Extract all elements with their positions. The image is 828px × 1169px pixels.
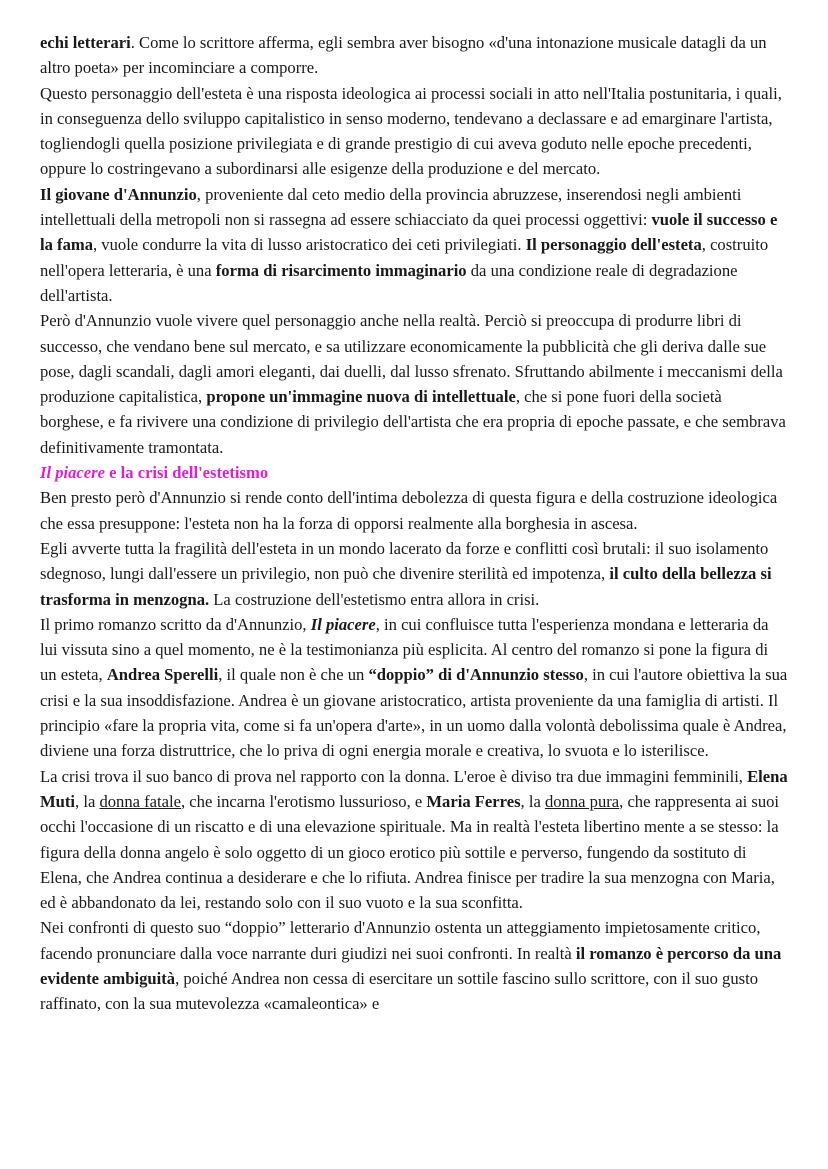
paragraph-crisi-donna: [40, 764, 788, 916]
bold-phrase: Andrea Sperelli: [106, 665, 219, 685]
bold-phrase: echi letterari: [40, 33, 131, 52]
heading-rest: e la crisi dell'estetismo: [104, 463, 269, 483]
paragraph-debolezza: [40, 485, 788, 536]
text-run: , in cui confluisce tutta l'esperienza mondana e letteraria da lui vissuta sino a quel momento, ne è la testimonianza più esplicita. Al centro del romanzo si pone la figura di un esteta,: [40, 614, 769, 685]
bold-phrase: Elena Muti: [40, 766, 788, 811]
bold-phrase: Il personaggio dell'esteta: [525, 235, 702, 255]
text-run: Nei confronti di questo suo “doppio” letterario d'Annunzio ostenta un atteggiamento impietosamente critico, facendo pronunciare dalla voce narrante duri giudizi nei suoi confronti. In realtà: [40, 918, 761, 963]
bold-phrase: Il giovane d'Annunzio: [40, 184, 197, 204]
text-run: Egli avverte tutta la fragilità dell'esteta in un mondo lacerato da forze e conflitti così brutali: il suo isolamento sdegnoso, lungi dall'essere un privilegio, non può che divenire sterilità ed impotenza,: [40, 538, 769, 584]
bold-phrase: vuole il successo e la fama: [40, 210, 778, 255]
text-run: La crisi trova il suo banco di prova nel rapporto con la donna. L'eroe è diviso tra due immagini femminili,: [40, 766, 748, 786]
section-heading: [40, 460, 788, 485]
text-run: , che si pone fuori della società borghese, e fa rivivere una condizione di privilegio dell'artista che era propria di epoche passate, e che sembrava definitivamente tramontata.: [40, 387, 786, 457]
text-run: Però d'Annunzio vuole vivere quel personaggio anche nella realtà. Perciò si preoccupa di produrre libri di successo, che vendano bene sul mercato, e sa utilizzare economicamente la pubblicità che gli deriva dalle sue pose, dagli scandali, dagli amori eleganti, dai duelli, dal lusso sfrenato. Sfruttando abilmente i meccanismi della produzione capitalistica,: [40, 311, 783, 407]
paragraph-fragilita: [40, 536, 788, 612]
underlined-phrase: donna fatale: [99, 791, 181, 811]
bold-phrase: forma di risarcimento immaginario: [215, 260, 467, 280]
paragraph-personaggio-esteta: [40, 81, 788, 182]
paragraph-doppio-letterario: [40, 915, 788, 1016]
bold-phrase: “doppio” di d'Annunzio stesso: [368, 665, 584, 685]
text-run: , che incarna l'erotismo lussurioso, e: [181, 791, 427, 811]
bold-phrase: il culto della bellezza si trasforma in menzogna.: [40, 564, 772, 609]
text-run: , poiché Andrea non cessa di esercitare un sottile fascino sullo scrittore, con il suo gusto raffinato, con la sua mutevolezza «camaleontica» e: [40, 968, 758, 1014]
bold-phrase: il romanzo è percorso da una evidente ambiguità: [40, 943, 782, 988]
paragraph-echi-letterari: [40, 30, 788, 81]
text-run: , in cui l'autore obiettiva la sua crisi e la sua insoddisfazione. Andrea è un giovane aristocratico, artista proveniente da una famiglia di artisti. Il principio «fare la propria vita, come si fa un'opera d'arte», in un uomo dalla volontà debolissima quale è Andrea, diviene una forza distruttrice, che lo priva di ogni energia morale e creativa, lo svuota e lo isterilisce.: [40, 665, 788, 761]
text-run: Questo personaggio dell'esteta è una risposta ideologica ai processi sociali in atto nell'Italia postunitaria, i quali, in conseguenza dello sviluppo capitalistico in senso moderno, tendevano a declassare e ad emarginare l'artista, togliendogli quella posizione privilegiata e di grande prestigio di cui aveva goduto nelle epoche precedenti, oppure lo costringevano a subordinarsi alle esigenze della produzione e del mercato.: [40, 83, 782, 179]
underlined-phrase: donna pura: [544, 791, 620, 811]
text-run: Ben presto però d'Annunzio si rende conto dell'intima debolezza di questa figura e della costruzione ideologica che essa presuppone: l'esteta non ha la forza di opporsi realmente alla borghesia in ascesa.: [40, 488, 778, 533]
text-run: , proveniente dal ceto medio della provincia abruzzese, inserendosi negli ambienti intellettuali della metropoli non si rassegna ad essere schiacciato da quei processi oggettivi:: [40, 184, 742, 230]
bold-italic-title: Il piacere: [310, 614, 376, 634]
text-run: La costruzione dell'estetismo entra allora in crisi.: [209, 589, 540, 609]
paragraph-vivere-personaggio: [40, 308, 788, 460]
paragraph-giovane-dannunzio: [40, 182, 788, 308]
text-run: , il quale non è che un: [218, 665, 369, 685]
text-run: , che rappresenta ai suoi occhi l'occasione di un riscatto e di una elevazione spirituale. Ma in realtà l'esteta libertino mente a se stesso: la figura della donna angelo è solo oggetto di un gioco erotico più sottile e perverso, fungendo da sostituto di Elena, che Andrea continua a desiderare e che lo rifiuta. Andrea finisce per tradire la sua menzogna con Maria, ed è abbandonato da lei, restando solo con il suo vuoto e la sua sconfitta.: [40, 791, 780, 913]
text-run: da una condizione reale di degradazione dell'artista.: [40, 260, 738, 305]
bold-phrase: Maria Ferres: [426, 791, 521, 811]
text-run: Il primo romanzo scritto da d'Annunzio,: [40, 614, 311, 634]
text-run: , costruito nell'opera letteraria, è una: [40, 235, 769, 280]
text-run: , la: [75, 791, 100, 811]
text-run: , vuole condurre la vita di lusso aristocratico dei ceti privilegiati.: [93, 235, 526, 255]
text-run: . Come lo scrittore afferma, egli sembra aver bisogno «d'una intonazione musicale datagli da un altro poeta» per incominciare a comporre.: [40, 33, 767, 78]
paragraph-primo-romanzo: [40, 612, 788, 764]
heading-italic-title: Il piacere: [40, 463, 105, 483]
text-run: , la: [520, 791, 545, 811]
bold-phrase: propone un'immagine nuova di intellettuale: [206, 387, 516, 407]
